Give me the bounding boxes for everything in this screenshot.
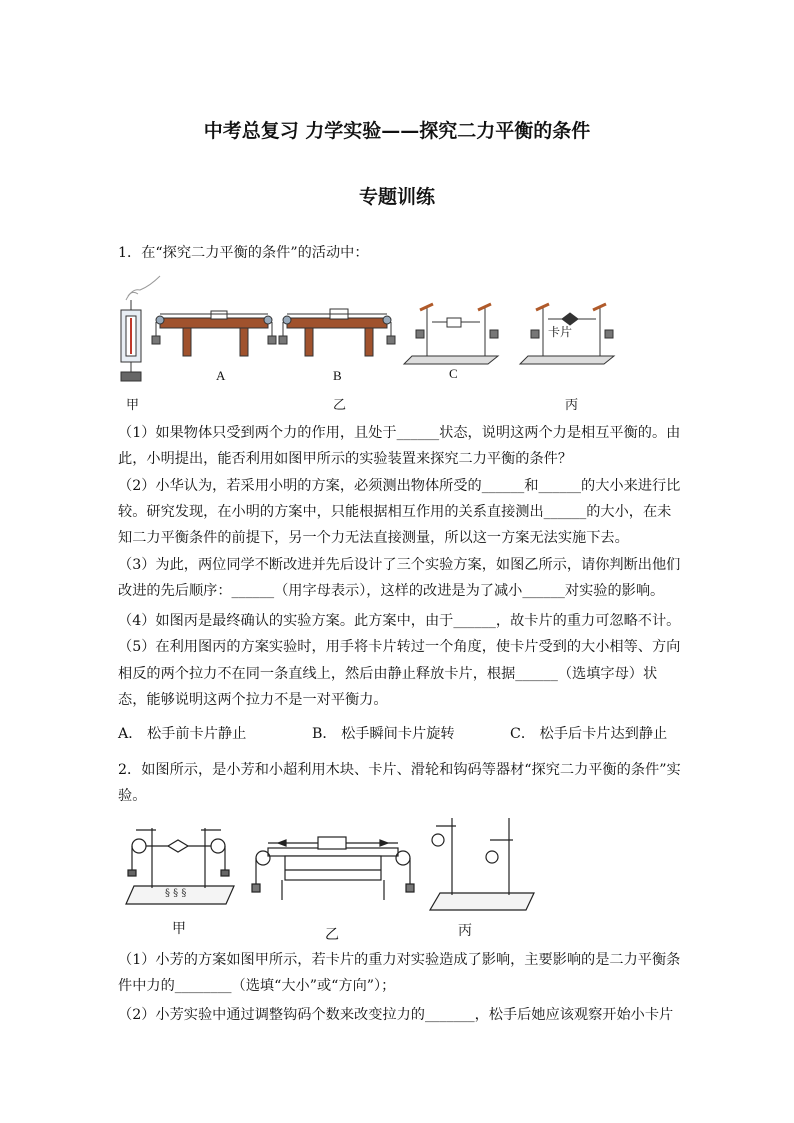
q1-part3-line1: （3）为此，两位同学不断改进并先后设计了三个实验方案，如图乙所示，请你判断出他们 — [118, 557, 681, 573]
q1-part4: （4）如图丙是最终确认的实验方案。此方案中，由于______，故卡片的重力可忽略不计。 — [118, 613, 681, 629]
q2-stem-line2: 验。 — [118, 788, 147, 804]
fig1-label-c: C — [449, 366, 458, 381]
fig1-label-yi: 乙 — [333, 397, 347, 412]
fig2-label-yi: 乙 — [325, 928, 339, 943]
svg-text:§ § §: § § § — [165, 888, 187, 899]
q1-option-b: B． 松手瞬间卡片旋转 — [312, 726, 455, 742]
q1-part2-line1: （2）小华认为，若采用小明的方案，必须测出物体所受的______和______的大小来进行比 — [118, 478, 681, 494]
q2-part1-line2: 件中力的________（选填“大小”或“方向”）； — [118, 978, 396, 994]
q1-part2-line3: 知二力平衡条件的前提下，另一个力无法直接测量，所以这一方案无法实施下去。 — [118, 530, 629, 546]
q2-stem-line1: 2．如图所示，是小芳和小超利用木块、卡片、滑轮和钩码等器材“探究二力平衡的条件”实 — [118, 762, 681, 778]
q1-option-a: A． 松手前卡片静止 — [118, 726, 247, 742]
page-title: 中考总复习 力学实验——探究二力平衡的条件 — [203, 120, 591, 142]
fig1-label-bing: 丙 — [565, 397, 579, 412]
fig2-label-jia: 甲 — [172, 922, 186, 937]
fig1-label-b: B — [333, 368, 342, 383]
q1-part5-line1: （5）在利用图丙的方案实验时，用手将卡片转过一个角度，使卡片受到的大小相等、方向 — [118, 639, 681, 655]
q1-part2-line2: 较。研究发现，在小明的方案中，只能根据相互作用的关系直接测出______的大小，在未 — [118, 504, 672, 520]
q2-part2-line1: （2）小芳实验中通过调整钩码个数来改变拉力的_______，松手后她应该观察开始小卡片 — [118, 1007, 674, 1023]
q1-stem: 1．在“探究二力平衡的条件”的活动中： — [118, 245, 369, 261]
q2-part1-line1: （1）小芳的方案如图甲所示，若卡片的重力对实验造成了影响，主要影响的是二力平衡条 — [118, 952, 681, 968]
q1-part3-line2: 改进的先后顺序：______（用字母表示），这样的改进是为了减小______对实验的影响。 — [118, 583, 665, 599]
q1-part5-line3: 态，能够说明这两个拉力不是一对平衡力。 — [118, 692, 388, 708]
q1-part5-line2: 相反的两个拉力不在同一条直线上，然后由静止释放卡片，根据______（选填字母）状 — [118, 666, 658, 682]
q1-option-c: C． 松手后卡片达到静止 — [510, 726, 668, 742]
fig2-label-bing: 丙 — [458, 924, 472, 939]
page-subtitle: 专题训练 — [358, 186, 435, 208]
fig1-label-jia: 甲 — [126, 397, 140, 412]
q1-part1-line1: （1）如果物体只受到两个力的作用，且处于______状态，说明这两个力是相互平衡的。由 — [118, 425, 681, 441]
fig1-label-a: A — [216, 368, 226, 383]
q1-part1-line2: 此，小明提出，能否利用如图甲所示的实验装置来探究二力平衡的条件？ — [118, 451, 573, 467]
fig1-label-card: 卡片 — [548, 325, 573, 339]
